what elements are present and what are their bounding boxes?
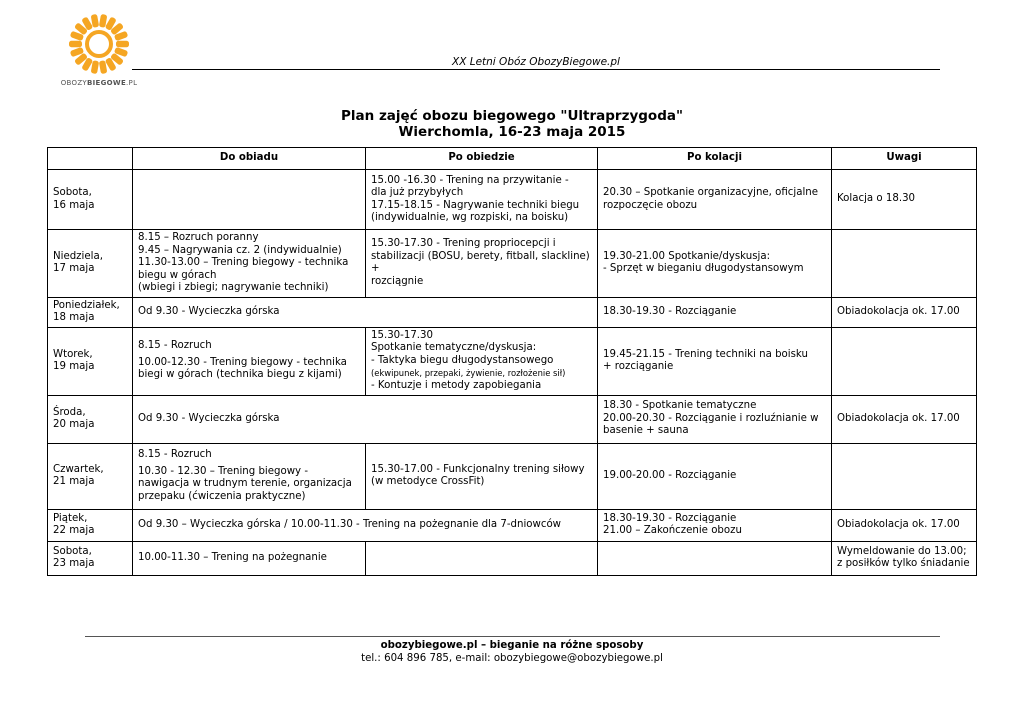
cell-line: 10.00-12.30 - Trening biegowy - technika: [138, 356, 347, 368]
table-cell-po-obiedzie: [366, 230, 598, 298]
table-cell-po-obiedzie: [366, 541, 598, 575]
table-cell-uwagi: [832, 327, 977, 395]
cell-line: Wymeldowanie do 13.00;: [837, 545, 967, 557]
cell-line: (w metodyce CrossFit): [371, 476, 485, 487]
table-cell-uwagi: [832, 170, 977, 230]
cell-line: 8.15 - Rozruch: [138, 449, 212, 460]
cell-line: 21 maja: [53, 476, 95, 487]
table-row: [48, 541, 977, 575]
cell-line: Niedziela,: [53, 250, 103, 262]
table-cell-merged: [133, 297, 598, 327]
table-row: [48, 230, 977, 298]
cell-line: Sobota,: [53, 187, 92, 198]
column-header: Po obiedzie: [366, 148, 598, 170]
table-cell-uwagi: [832, 541, 977, 575]
table-cell-uwagi: [832, 230, 977, 298]
cell-line: 19 maja: [53, 361, 95, 372]
cell-line: 17.15-18.15 - Nagrywanie techniki biegu: [371, 199, 580, 211]
column-header: Do obiadu: [133, 148, 366, 170]
table-cell-uwagi: [832, 297, 977, 327]
cell-line: 22 maja: [53, 525, 95, 536]
cell-line: 11.30-13.00 – Trening biegowy - technika: [138, 257, 349, 268]
table-row: [48, 327, 977, 395]
cell-line: - Taktyka biegu długodystansowego: [371, 354, 554, 366]
cell-line: 20.30 – Spotkanie organizacyjne, oficjalne: [603, 187, 819, 198]
logo: [58, 12, 140, 87]
column-header: Uwagi: [832, 148, 977, 170]
table-cell-merged: [133, 509, 598, 541]
table-cell-day: [48, 297, 133, 327]
cell-line: 8.15 - Rozruch: [138, 340, 212, 352]
cell-line: Sobota,: [53, 545, 92, 557]
cell-line: Obiadokolacja ok. 17.00: [837, 412, 960, 424]
table-row: [48, 395, 977, 443]
title-line-2: Wierchomla, 16-23 maja 2015: [398, 124, 626, 140]
column-header: [48, 148, 133, 170]
footer-title: obozybiegowe.pl – bieganie na różne sposoby: [380, 640, 644, 651]
cell-line: 15.00 -16.30 - Trening na przywitanie -: [371, 174, 569, 186]
table-cell-day: [48, 541, 133, 575]
cell-line: basenie + sauna: [603, 425, 689, 437]
cell-line: z posiłków tylko śniadanie: [837, 558, 970, 569]
table-cell-po-kolacji: [598, 170, 832, 230]
cell-line: 18.30-19.30 - Rozciąganie: [603, 305, 737, 317]
footer-contact: tel.: 604 896 785, e-mail: obozybiegowe@obozybiegowe.pl: [361, 653, 663, 664]
table-cell-uwagi: [832, 395, 977, 443]
cell-line: (ekwipunek, przepaki, żywienie, rozłożenie sił): [371, 368, 566, 379]
cell-line: 19.00-20.00 - Rozciąganie: [603, 469, 737, 481]
cell-line: 20 maja: [53, 419, 95, 430]
schedule-table: [47, 147, 977, 576]
cell-line: Od 9.30 - Wycieczka górska: [138, 412, 280, 424]
cell-line: Kolacja o 18.30: [837, 193, 916, 205]
table-cell-do-obiadu: [133, 230, 366, 298]
cell-line: Obiadokolacja ok. 17.00: [837, 518, 960, 530]
table-row: [48, 509, 977, 541]
cell-line: 15.30-17.30 - Trening propriocepcji i: [371, 238, 556, 250]
cell-line: biegi w górach (technika biegu z kijami): [138, 369, 342, 381]
cell-line: 19.30-21.00 Spotkanie/dyskusja:: [603, 250, 771, 262]
table-cell-day: [48, 509, 133, 541]
table-cell-do-obiadu: [133, 170, 366, 230]
cell-line: rozpoczęcie obozu: [603, 199, 698, 211]
cell-line: 17 maja: [53, 263, 95, 275]
table-cell-do-obiadu: [133, 327, 366, 395]
table-cell-do-obiadu: [133, 541, 366, 575]
cell-line: Środa,: [53, 406, 86, 418]
table-cell-day: [48, 230, 133, 298]
cell-line: rozciągnie: [371, 275, 424, 287]
cell-line: 10.30 - 12.30 – Trening biegowy -: [138, 465, 308, 477]
cell-line: 9.45 – Nagrywania cz. 2 (indywidualnie): [138, 244, 342, 256]
cell-line: Obiadokolacja ok. 17.00: [837, 305, 960, 317]
cell-line: Spotkanie tematyczne/dyskusja:: [371, 342, 537, 354]
cell-line: Od 9.30 – Wycieczka górska / 10.00-11.30 - Trening na pożegnanie dla 7-dniowców: [138, 518, 562, 530]
table-row: [48, 170, 977, 230]
cell-line: przepaku (ćwiczenia praktyczne): [138, 490, 306, 502]
cell-line: 15.30-17.30: [371, 329, 434, 341]
cell-line: nawigacja w trudnym terenie, organizacja: [138, 478, 352, 489]
footer-divider: [85, 636, 940, 637]
cell-line: 15.30-17.00 - Funkcjonalny trening siłowy: [371, 463, 585, 475]
cell-line: 18.30-19.30 - Rozciąganie: [603, 512, 737, 524]
cell-line: - Kontuzje i metody zapobiegania: [371, 379, 542, 391]
cell-line: stabilizacji (BOSU, berety, fitball, slackline) +: [371, 250, 590, 275]
cell-line: 20.00-20.30 - Rozciąganie i rozluźnianie w: [603, 412, 819, 424]
table-cell-po-kolacji: [598, 327, 832, 395]
table-cell-uwagi: [832, 509, 977, 541]
table-cell-po-obiedzie: [366, 443, 598, 509]
table-header-row: [48, 148, 977, 170]
cell-line: (indywidualnie, wg rozpiski, na boisku): [371, 212, 569, 223]
table-row: [48, 443, 977, 509]
table-cell-po-obiedzie: [366, 170, 598, 230]
header-title: XX Letni Obóz ObozyBiegowe.pl: [452, 56, 620, 68]
table-cell-day: [48, 170, 133, 230]
cell-line: 18.30 - Spotkanie tematyczne: [603, 400, 757, 412]
logo-text: OBOZYBIEGOWE.PL: [60, 79, 138, 87]
table-cell-day: [48, 327, 133, 395]
header-divider: [132, 69, 940, 70]
logo-sun-icon: [67, 12, 131, 76]
page-title: [0, 108, 1024, 140]
cell-line: biegu w górach: [138, 269, 217, 281]
cell-line: 19.45-21.15 - Trening techniki na boisku: [603, 348, 808, 360]
cell-line: - Sprzęt w bieganiu długodystansowym: [603, 263, 804, 275]
cell-line: Poniedziałek,: [53, 299, 120, 311]
cell-line: 8.15 – Rozruch poranny: [138, 232, 259, 243]
cell-line: 16 maja: [53, 199, 95, 211]
table-cell-merged: [133, 395, 598, 443]
cell-line: 21.00 – Zakończenie obozu: [603, 525, 742, 536]
table-cell-po-kolacji: [598, 230, 832, 298]
cell-line: Od 9.30 - Wycieczka górska: [138, 305, 280, 317]
table-cell-po-kolacji: [598, 509, 832, 541]
table-cell-po-kolacji: [598, 297, 832, 327]
cell-line: + rozciąganie: [603, 361, 674, 372]
table-row: [48, 297, 977, 327]
table-cell-po-kolacji: [598, 541, 832, 575]
cell-line: 10.00-11.30 – Trening na pożegnanie: [138, 551, 327, 563]
title-line-1: Plan zajęć obozu biegowego "Ultraprzygoda": [341, 108, 683, 124]
cell-line: (wbiegi i zbiegi; nagrywanie techniki): [138, 282, 329, 293]
column-header: Po kolacji: [598, 148, 832, 170]
cell-line: Czwartek,: [53, 463, 104, 475]
cell-line: 23 maja: [53, 558, 95, 569]
table-cell-do-obiadu: [133, 443, 366, 509]
cell-line: dla już przybyłych: [371, 187, 464, 198]
cell-line: 18 maja: [53, 312, 95, 323]
table-cell-uwagi: [832, 443, 977, 509]
table-cell-day: [48, 443, 133, 509]
table-cell-po-obiedzie: [366, 327, 598, 395]
table-cell-po-kolacji: [598, 395, 832, 443]
table-cell-day: [48, 395, 133, 443]
cell-line: Piątek,: [53, 512, 88, 524]
cell-line: Wtorek,: [53, 348, 93, 360]
table-cell-po-kolacji: [598, 443, 832, 509]
